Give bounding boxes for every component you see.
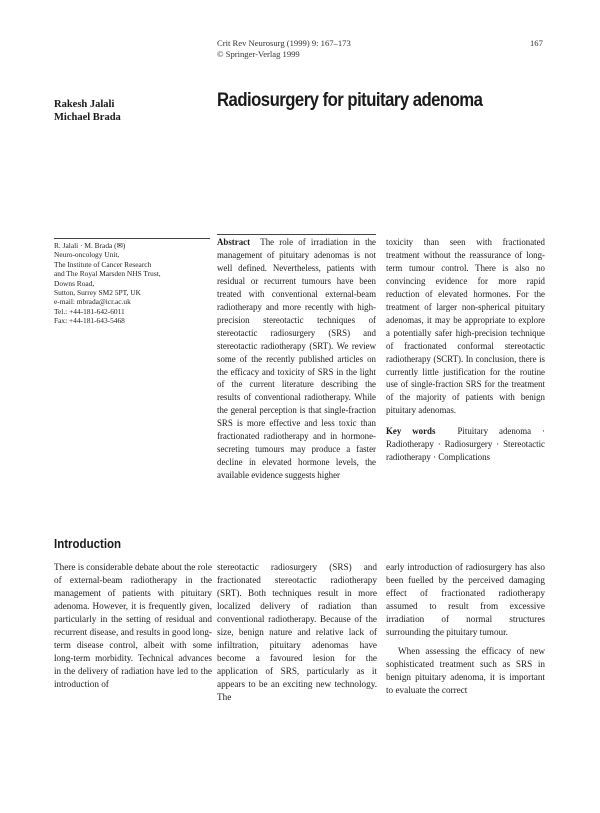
affiliation-line: Fax: +44-181-643-5468 bbox=[54, 316, 125, 326]
affiliation-line: Tel.: +44-181-642-6011 bbox=[54, 306, 125, 316]
copyright-line: © Springer-Verlag 1999 bbox=[217, 49, 300, 59]
affiliation-line: Neuro-oncology Unit, bbox=[54, 250, 120, 260]
affiliation-line: Sutton, Surrey SM2 5PT, UK bbox=[54, 288, 141, 298]
affiliation-line: Downs Road, bbox=[54, 278, 95, 288]
affiliation bbox=[54, 241, 204, 326]
abstract-rule bbox=[217, 234, 376, 235]
paragraph: early introduction of radiosurgery has also been fuelled by the perceived damaging effect of fractionated radiotherapy assumed to result from excessive irradiation of normal structures surrounding the pituitary tumour. bbox=[386, 562, 545, 637]
paragraph: When assessing the efficacy of new sophisticated treatment such as SRS in benign pituitary adenoma, it is important to evaluate the correct bbox=[386, 645, 545, 695]
affiliation-line: The Institute of Cancer Research bbox=[54, 259, 152, 269]
paragraph: stereotactic radiosurgery (SRS) and fractionated stereotactic radiotherapy (SRT). Both techniques result in more localized delivery of radiation than conventional radiotherapy. Because of the size, benign nature and relative lack of infiltration, pituitary adenomas have become a favoured lesion for the application of SRS, particularly as it appears to be an exciting new technology. The bbox=[217, 562, 377, 702]
section-heading: Introduction bbox=[54, 537, 122, 551]
author-name: Rakesh Jalali bbox=[54, 99, 115, 110]
affiliation-rule bbox=[54, 238, 210, 239]
intro-column-3 bbox=[386, 561, 545, 697]
intro-column-1 bbox=[54, 561, 212, 691]
abstract-column-2 bbox=[386, 236, 545, 464]
keywords bbox=[386, 425, 545, 464]
article-title: Radiosurgery for pituitary adenoma bbox=[217, 90, 483, 111]
keywords-list: Pituitary adenoma · Radiotherapy · Radiosurgery · Stereotactic radiotherapy · Complications bbox=[386, 426, 545, 463]
journal-line: Crit Rev Neurosurg (1999) 9: 167–173 bbox=[217, 38, 351, 48]
journal-citation bbox=[217, 38, 351, 60]
author-name: Michael Brada bbox=[54, 112, 121, 123]
intro-column-2 bbox=[217, 561, 377, 703]
abstract-text: toxicity than seen with fractionated treatment without the reassurance of long-term tumour control. There is also no convincing evidence for more rapid reduction of elevated hormones. For the treatment of larger non-spherical pituitary adenomas, it may be appropriate to explore a potentially safer high-precision technique of fractionated conformal stereotactic radiotherapy (SCRT). In conclusion, there is currently little justification for the routine use of single-fraction SRS for the treatment of the majority of patients with benign pituitary adenomas. bbox=[386, 237, 545, 416]
paragraph: There is considerable debate about the role of external-beam radiotherapy in the management of patients with pituitary adenoma. However, it is frequently given, particularly in the setting of residual and recurrent disease, and results in good long-term disease control, albeit with some long-term morbidity. Technical advances in the delivery of radiation have led to the introduction of bbox=[54, 562, 212, 689]
abstract-label: Abstract bbox=[217, 237, 251, 247]
abstract-column-1 bbox=[217, 236, 376, 482]
keywords-label: Key words bbox=[386, 426, 436, 437]
affiliation-email: e-mail: mbrada@icr.ac.uk bbox=[54, 297, 131, 307]
affiliation-line: R. Jalali · M. Brada (✉) bbox=[54, 241, 126, 250]
affiliation-line: and The Royal Marsden NHS Trust, bbox=[54, 269, 161, 279]
abstract-text: The role of irradiation in the management of pituitary adenomas is not well defined. Nevertheless, patients with residual or recurrent tumours have been treated with conventional external-beam radiotherapy and more recently with high-precision stereotactic techniques of stereotactic radiosurgery (SRS) and stereotactic radiotherapy (SRT). We review some of the recently published articles on the efficacy and toxicity of SRS in the light of the current literature describing the results of conventional radiotherapy. While the general perception is that single-fraction SRS is more effective and less toxic than fractionated radiotherapy and in hormone-secreting tumours may produce a faster decline in elevated hormone levels, the available evidence suggests higher bbox=[217, 237, 376, 481]
author-list bbox=[54, 98, 121, 124]
page-number: 167 bbox=[530, 38, 543, 48]
